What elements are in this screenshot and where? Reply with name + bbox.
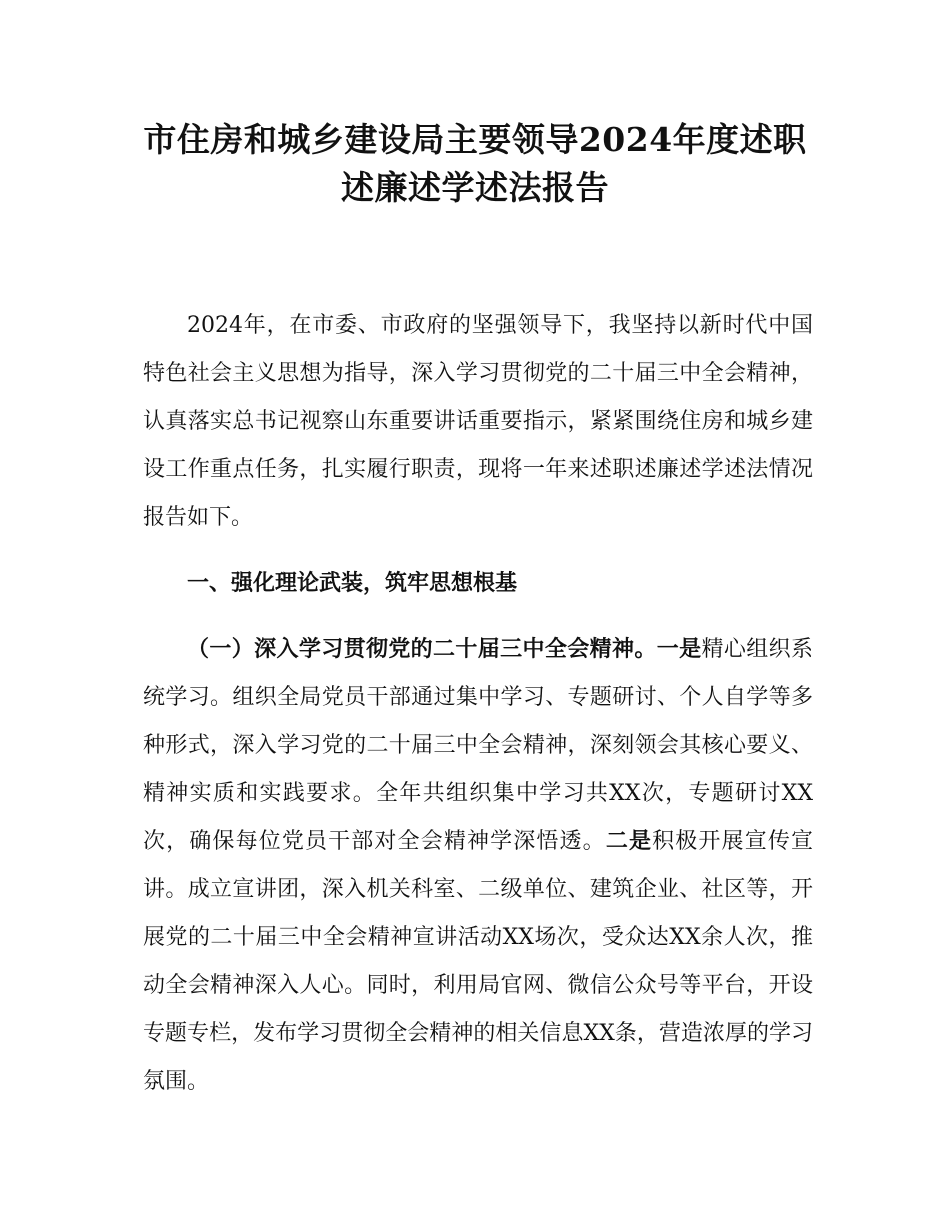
item2-text: 积极开展宣传宣讲。成立宣讲团，深入机关科室、二级单位、建筑企业、社区等，开展党的二十届三中全会精神宣讲活动XX场次，受众达XX余人次，推动全会精神深入人心。同时，利用局官网、微信公众号等平台，开设专题专栏，发布学习贯彻全会精神的相关信息XX条，营造浓厚的学习氛围。 [143,829,813,1094]
item2-label: 二是 [605,829,653,854]
document-title-line2: 述廉述学述法报告 [341,168,609,207]
document-title-line1: 市住房和城乡建设局主要领导2024年度述职 [143,120,807,159]
intro-paragraph: 2024年，在市委、市政府的坚强领导下，我坚持以新时代中国特色社会主义思想为指导，深入学习贯彻党的二十届三中全会精神，认真落实总书记视察山东重要讲话重要指示，紧紧围绕住房和城乡建设工作重点任务，扎实履行职责，现将一年来述职述廉述学述法情况报告如下。 [143,313,813,530]
section-heading: 一、强化理论武装，筑牢思想根基 [187,571,518,596]
subsection-heading: （一）深入学习贯彻党的二十届三中全会精神。 [187,637,657,662]
subsection-paragraph [143,626,813,1106]
item1-text: 精心组织系统学习。组织全局党员干部通过集中学习、专题研讨、个人自学等多种形式，深入学习党的二十届三中全会精神，深刻领会其核心要义、精神实质和实践要求。全年共组织集中学习共XX次，专题研讨XX次，确保每位党员干部对全会精神学深悟透。 [143,637,813,854]
document-body [143,302,813,1106]
item1-label: 一是 [656,637,702,662]
